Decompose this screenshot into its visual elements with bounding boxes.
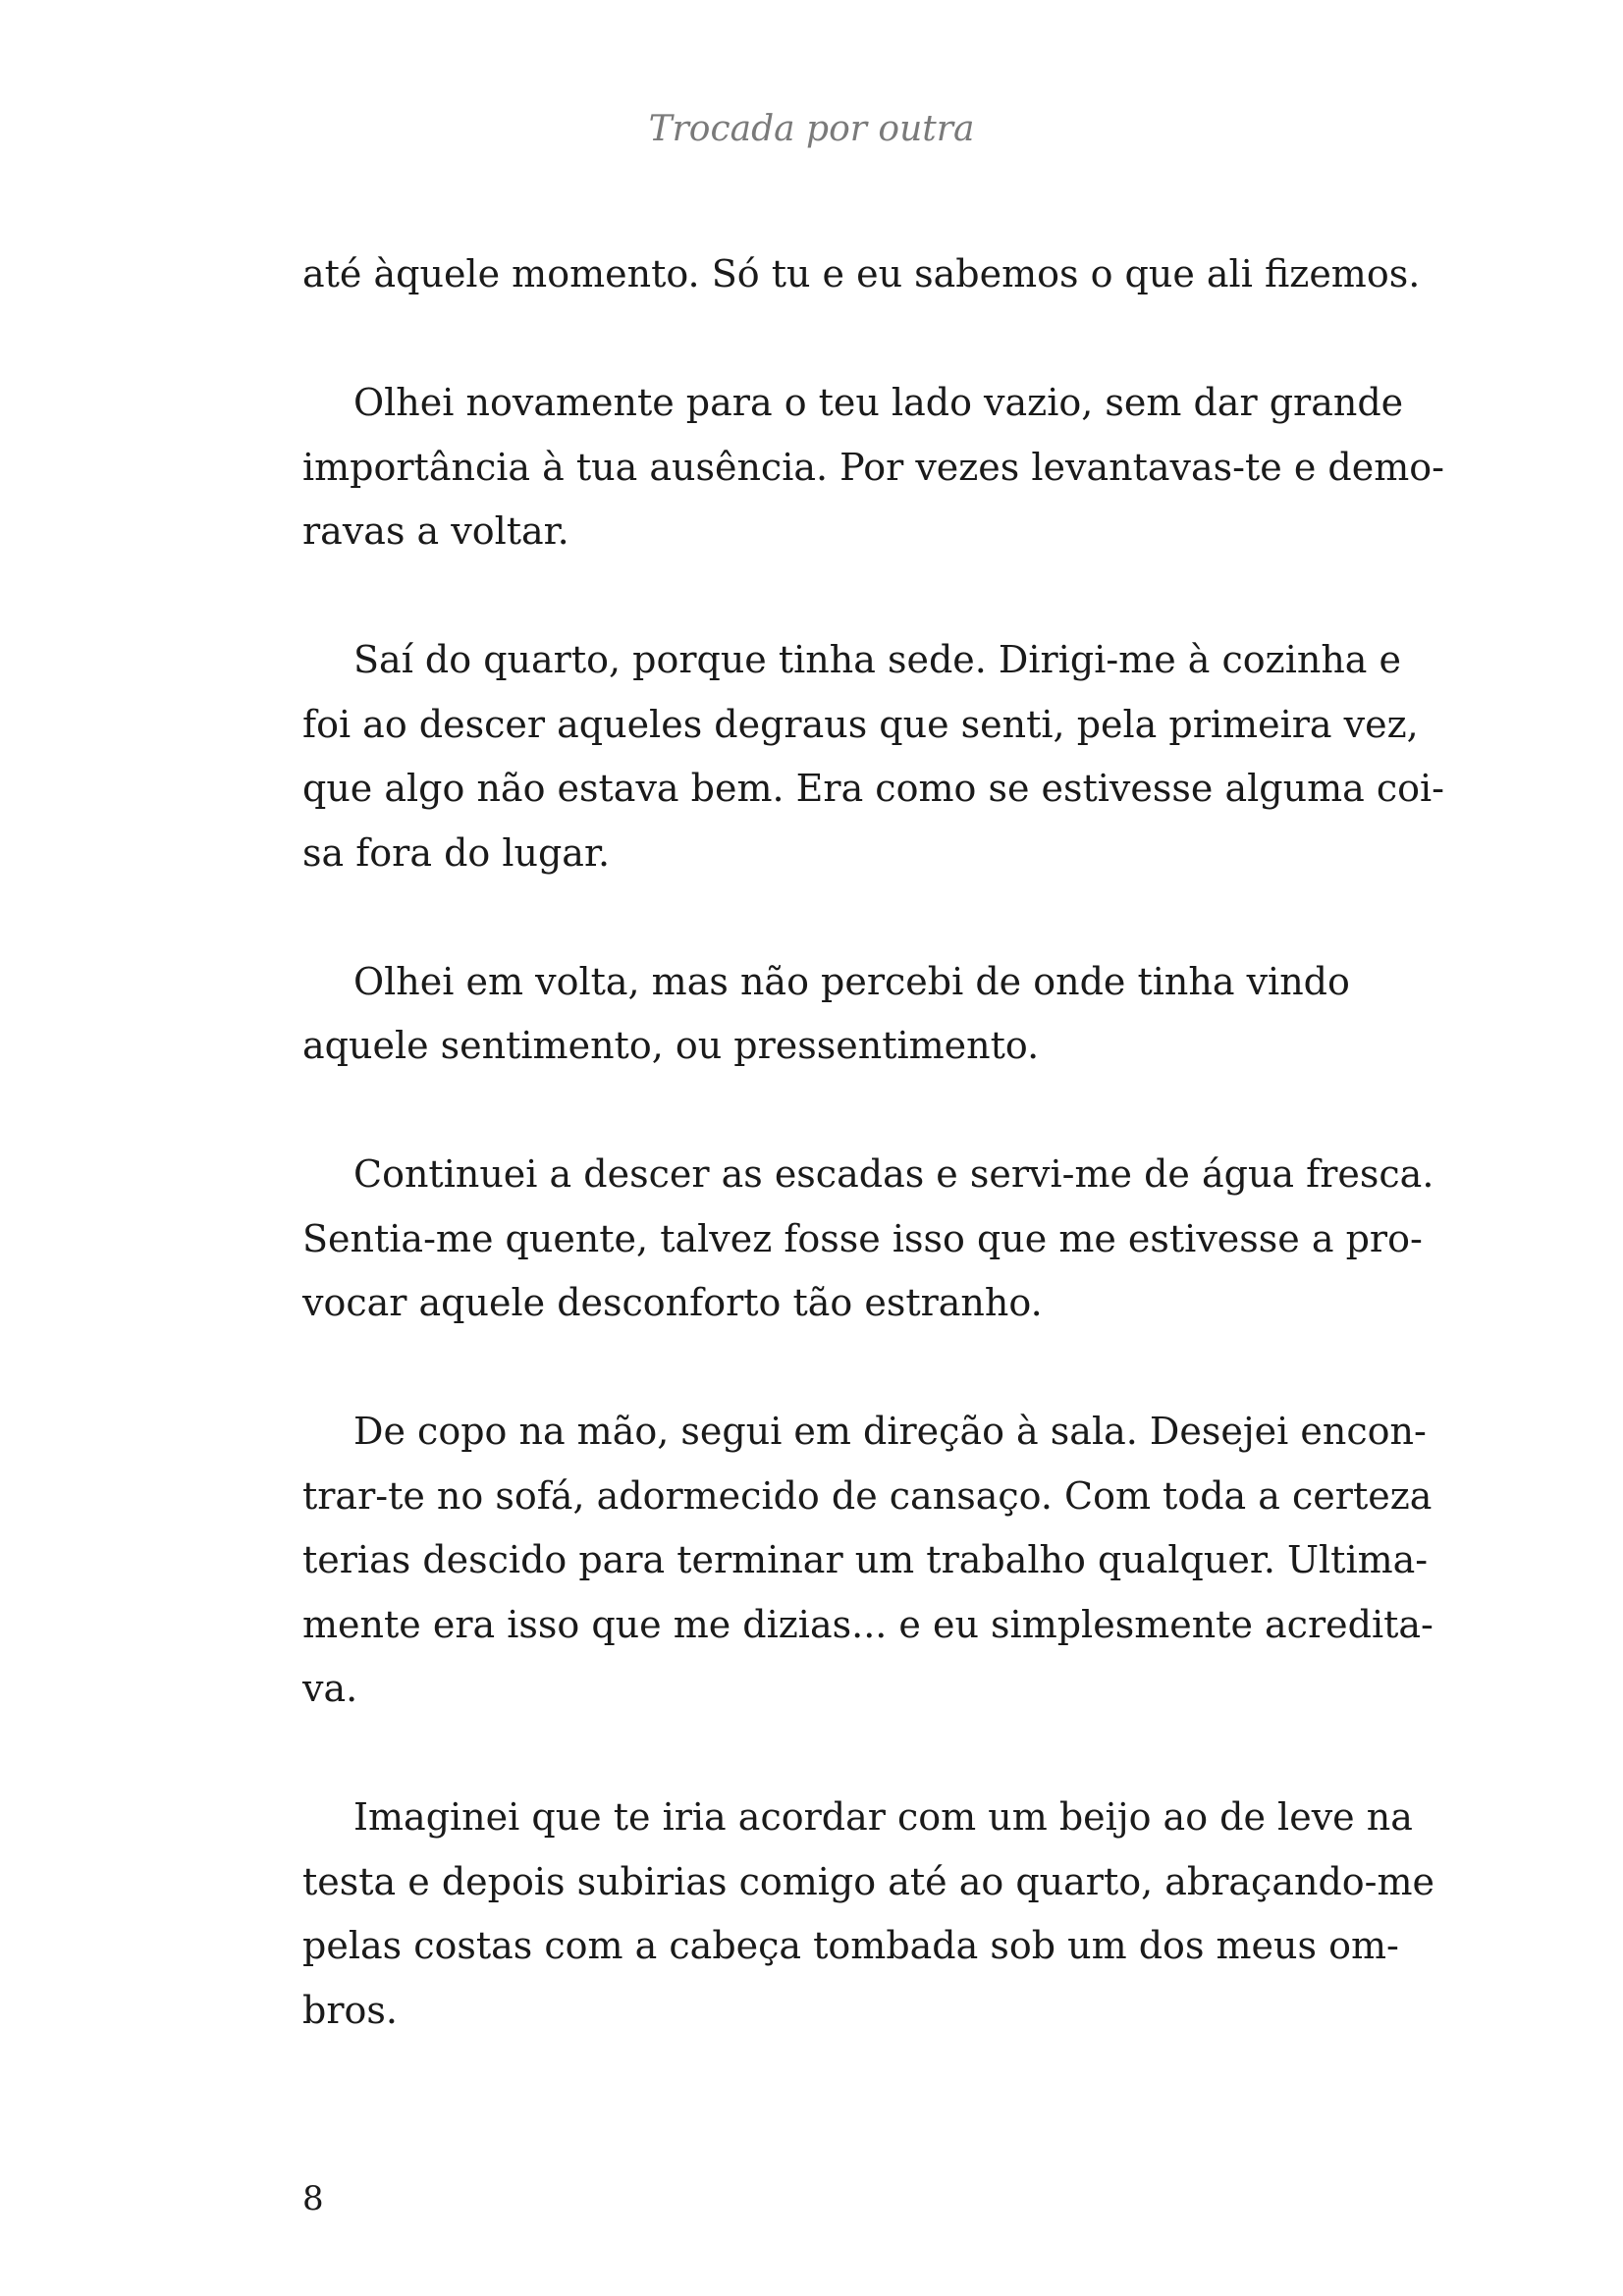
text-line: Continuei a descer as escadas e servi-me de água fresca. [353,1152,1434,1196]
text-line: Sentia-me quente, talvez fosse isso que me estivesse a pro- [302,1216,1423,1260]
paragraph [302,1143,1434,1336]
text-line: sa fora do lugar. [302,830,611,875]
text-line: trar-te no sofá, adormecido de cansaço. Com toda a certeza [302,1473,1433,1518]
text-line: aquele sentimento, ou pressentimento. [302,1024,1040,1067]
text-line: Olhei novamente para o teu lado vazio, sem dar grande [353,381,1404,424]
paragraph [302,950,1350,1079]
text-line: importância à tua ausência. Por vezes levantavas-te e demo- [302,445,1444,489]
paragraph [302,242,1421,307]
page-number: 8 [302,2179,324,2218]
text-line: Olhei em volta, mas não percebi de onde tinha vindo [353,959,1350,1003]
running-header-title: Trocada por outra [648,109,975,149]
paragraph-gap [302,307,1329,372]
text-line: até àquele momento. Só tu e eu sabemos o que ali fizemos. [302,252,1421,295]
text-line: va. [302,1667,358,1710]
text-line: testa e depois subirias comigo até ao quarto, abraçando-me [302,1859,1435,1903]
paragraph-gap [302,564,1329,629]
paragraph-gap [302,1336,1329,1401]
text-line: terias descido para terminar um trabalho qualquer. Ultima- [302,1538,1429,1581]
paragraph-gap [302,885,1329,950]
text-line: pelas costas com a cabeça tombada sob um dos meus om- [302,1924,1399,1967]
text-line: De copo na mão, segui em direção à sala. Desejei encon- [353,1410,1427,1453]
paragraph [302,1786,1435,2043]
text-line: mente era isso que me dizias... e eu simplesmente acredita- [302,1602,1434,1646]
body-text [302,242,1444,2043]
text-line: bros. [302,1988,398,2032]
paragraph-gap [302,1079,1329,1144]
text-line: Saí do quarto, porque tinha sede. Dirigi-me à cozinha e [353,638,1402,681]
paragraph [302,1400,1434,1722]
text-line: vocar aquele desconforto tão estranho. [302,1281,1043,1324]
paragraph [302,628,1444,885]
text-line: foi ao descer aqueles degraus que senti, pela primeira vez, [302,702,1419,746]
text-line: que algo não estava bem. Era como se estivesse alguma coi- [302,767,1444,810]
paragraph-gap [302,1722,1329,1787]
paragraph [302,371,1444,564]
text-line: ravas a voltar. [302,509,569,553]
text-line: Imaginei que te iria acordar com um beijo ao de leve na [353,1795,1413,1839]
